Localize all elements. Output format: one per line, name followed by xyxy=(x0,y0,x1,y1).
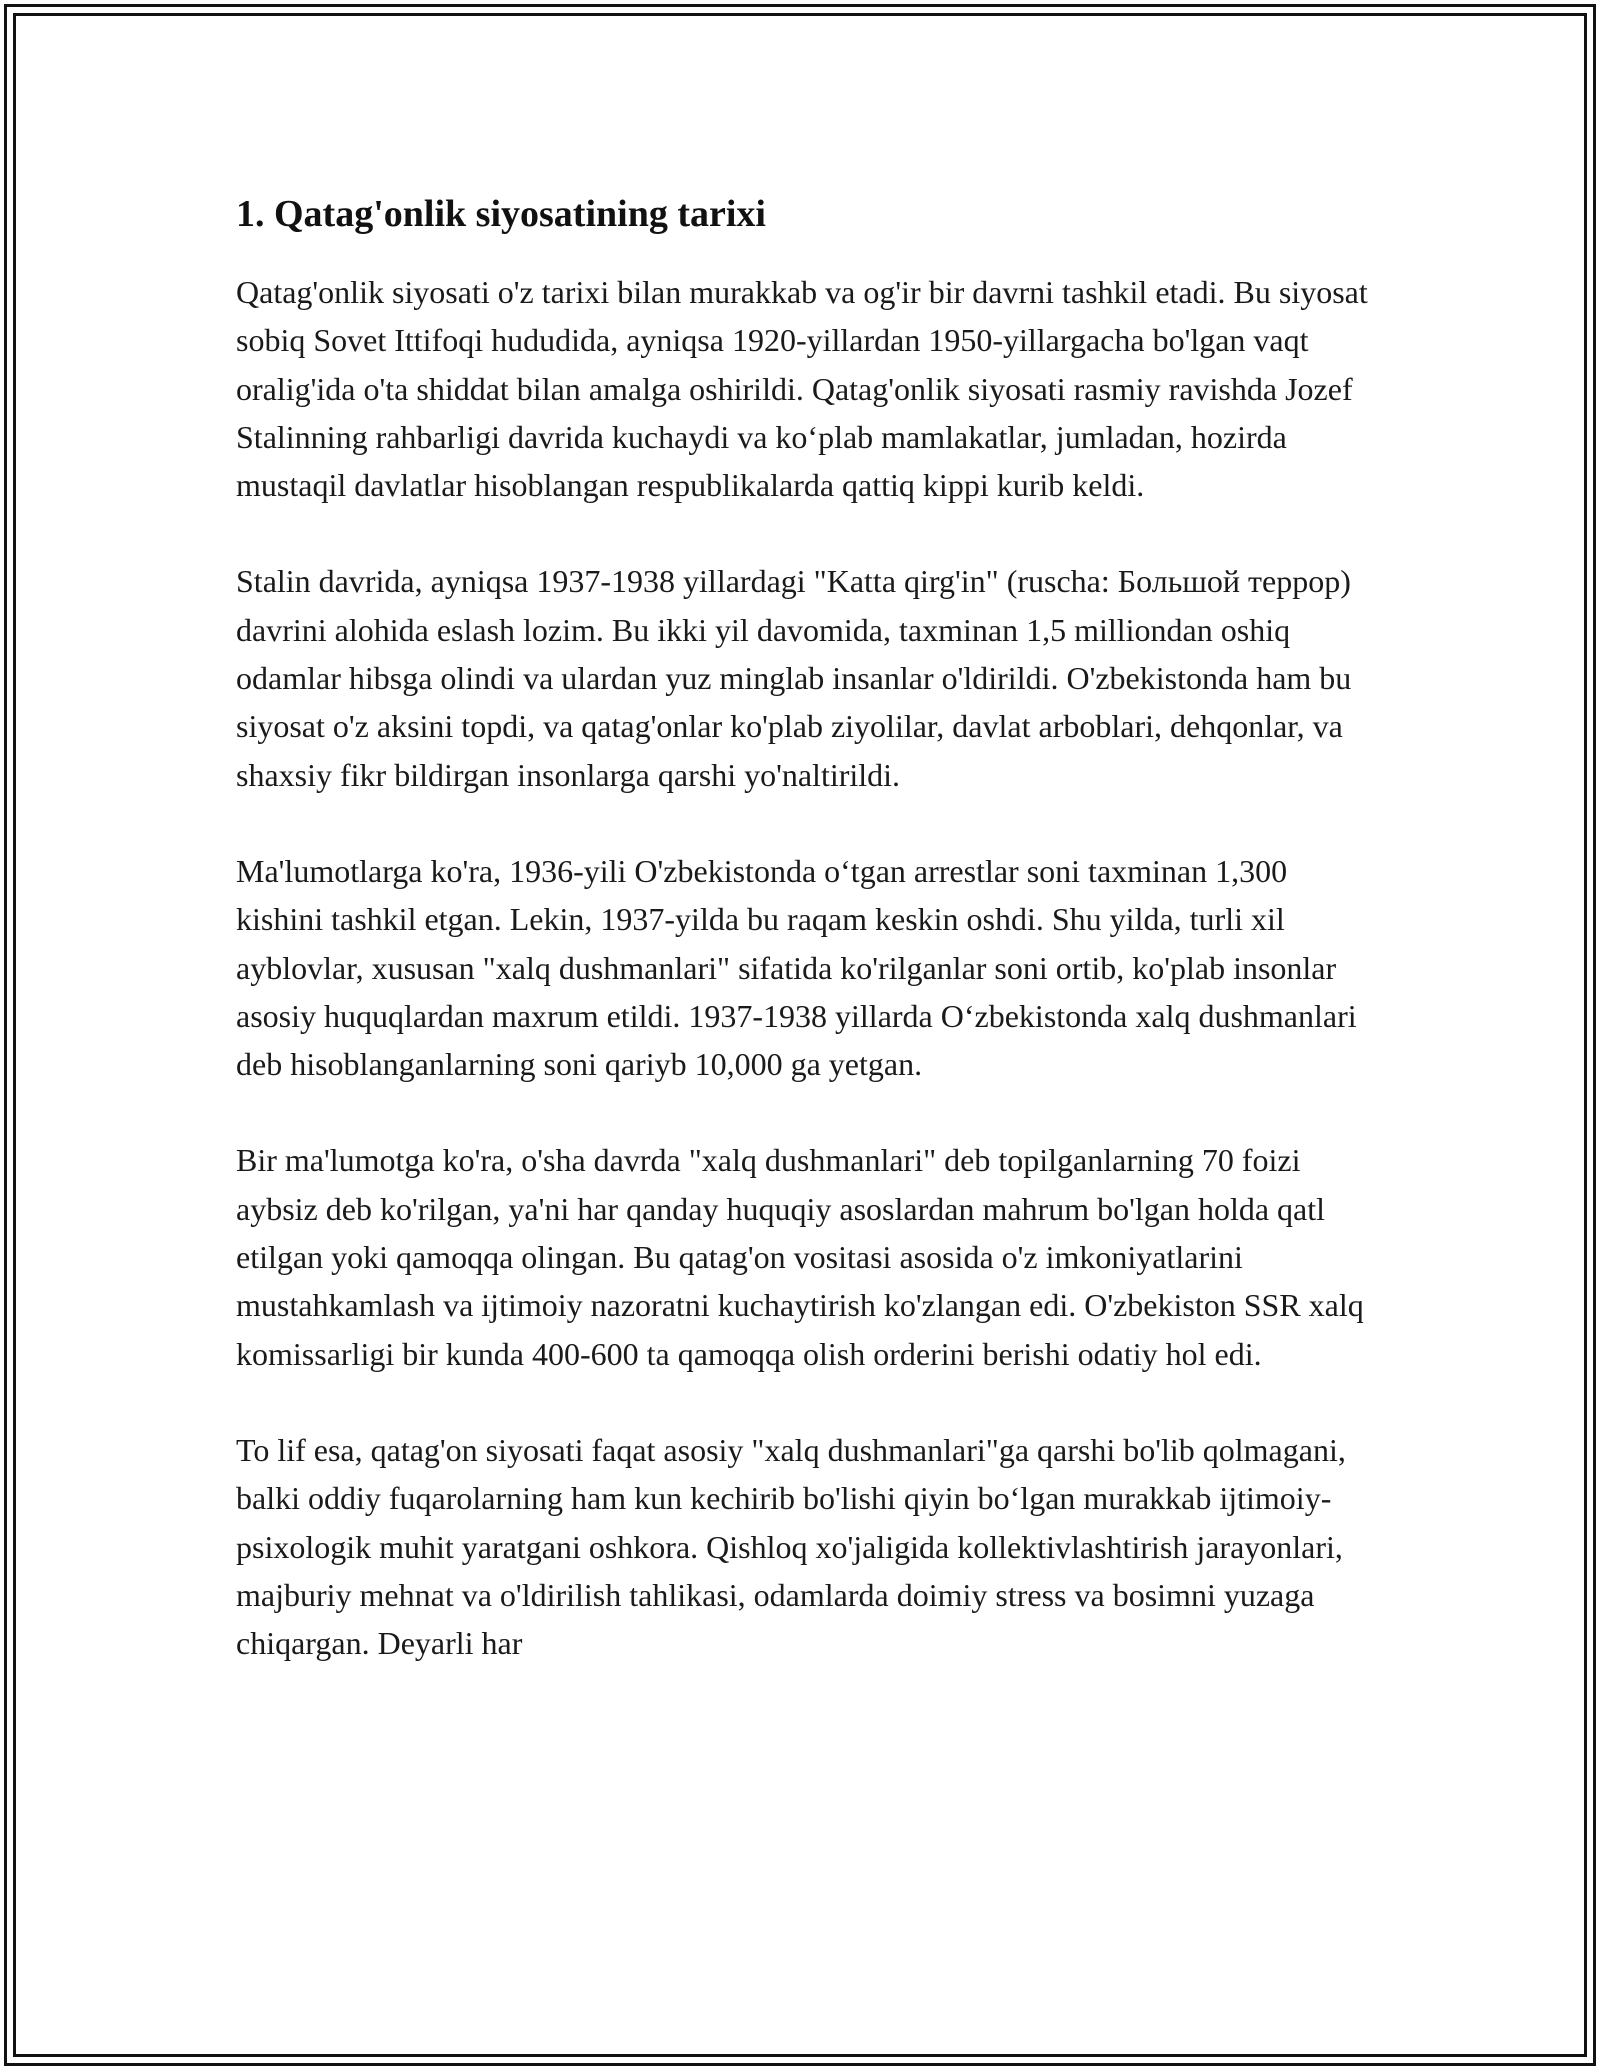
paragraph-4: Bir ma'lumotga ko'ra, o'sha davrda "xalq dushmanlari" deb topilganlarning 70 foizi aybsiz deb ko'rilgan, ya'ni har qanday huquqiy asoslardan mahrum bo'lgan holda qatl etilgan yoki qamoqqa olingan. Bu qatag'on vositasi asosida o'z imkoniyatlarini mustahkamlash va ijtimoiy nazoratni kuchaytirish ko'zlangan edi. O'zbekiston SSR xalq komissarligi bir kunda 400-600 ta qamoqqa olish orderini berishi odatiy hol edi. xyxy=(236,1142,1364,1372)
paragraph-3: Ma'lumotlarga ko'ra, 1936-yili O'zbekistonda o‘tgan arrestlar soni taxminan 1,300 kishini tashkil etgan. Lekin, 1937-yilda bu raqam keskin oshdi. Shu yilda, turli xil ayblovlar, xususan "xalq dushmanlari" sifatida ko'rilganlar soni ortib, ko'plab insonlar asosiy huquqlardan maxrum etildi. 1937-1938 yillarda O‘zbekistonda xalq dushmanlari deb hisoblanganlarning soni qariyb 10,000 ga yetgan. xyxy=(236,852,1357,1083)
document-body xyxy=(236,190,1376,1667)
paragraph-1: Qatag'onlik siyosati o'z tarixi bilan murakkab va og'ir bir davrni tashkil etadi. Bu siyosat sobiq Sovet Ittifoqi hududida, ayniqsa 1920-yillardan 1950-yillargacha bo'lgan vaqt oralig'ida o'ta shiddat bilan amalga oshirildi. Qatag'onlik siyosati rasmiy ravishda Jozef Stalinning rahbarligi davrida kuchaydi va ko‘plab mamlakatlar, jumladan, hozirda mustaqil davlatlar hisoblangan respublikalarda qattiq kippi kurib keldi. xyxy=(236,274,1368,504)
section-heading: 1. Qatag'onlik siyosatining tarixi xyxy=(236,193,766,235)
paragraph-2: Stalin davrida, ayniqsa 1937-1938 yillardagi "Katta qirg'in" (ruscha: Большой террор) davrini alohida eslash lozim. Bu ikki yil davomida, taxminan 1,5 milliondan oshiq odamlar hibsga olindi va ulardan yuz minglab insanlar o'ldirildi. O'zbekistonda ham bu siyosat o'z aksini topdi, va qatag'onlar ko'plab ziyolilar, davlat arboblari, dehqonlar, va shaxsiy fikr bildirgan insonlarga qarshi yo'naltirildi. xyxy=(236,563,1352,793)
paragraph-5: To lif esa, qatag'on siyosati faqat asosiy "xalq dushmanlari"ga qarshi bo'lib qolmagani, balki oddiy fuqarolarning ham kun kechirib bo'lishi qiyin bo‘lgan murakkab ijtimoiy-psixologik muhit yaratgani oshkora. Qishloq xo'jaligida kollektivlashtirish jarayonlari, majburiy mehnat va o'ldirilish tahlikasi, odamlarda doimiy stress va bosimni yuzaga chiqargan. Deyarli har xyxy=(236,1431,1346,1662)
